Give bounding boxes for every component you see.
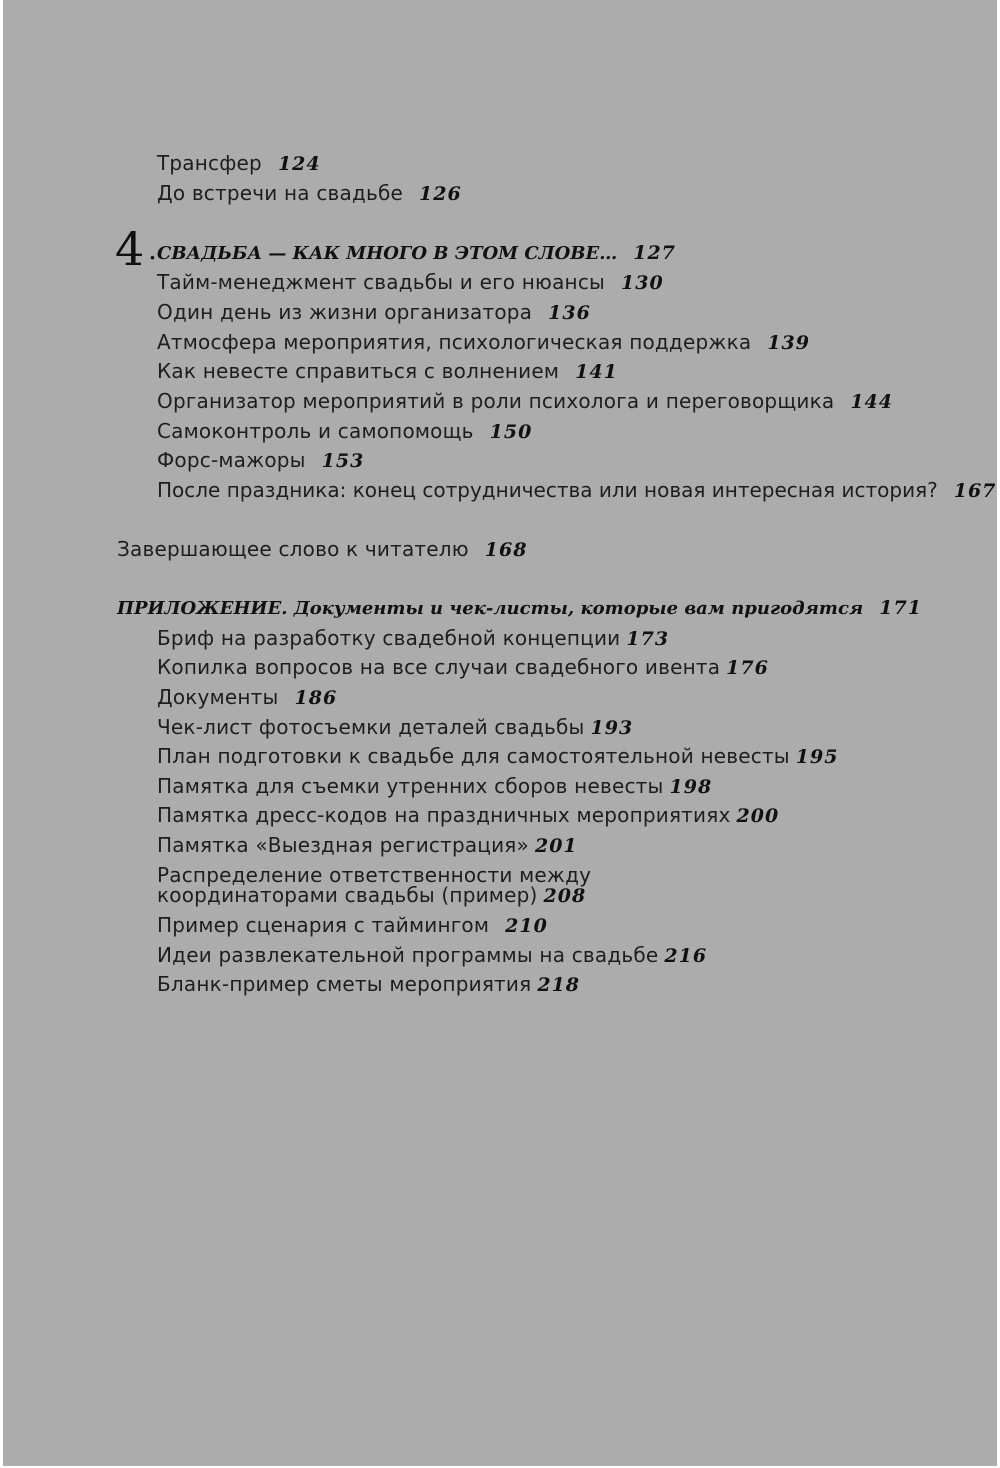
toc-entry-title: Чек-лист фотосъемки деталей свадьбы <box>157 715 585 739</box>
toc-entry <box>157 913 548 938</box>
toc-entry <box>157 419 532 444</box>
toc-entry-page: 173 <box>626 628 670 650</box>
toc-entry <box>157 270 664 295</box>
toc-entry-title: Самоконтроль и самопомощь <box>157 419 474 443</box>
toc-entry <box>157 803 779 828</box>
toc-entry <box>157 359 618 384</box>
appendix-heading <box>117 596 922 621</box>
toc-entry <box>157 774 712 799</box>
toc-entry-title: Бриф на разработку свадебной концепции <box>157 626 621 650</box>
appendix-page: 171 <box>879 597 922 619</box>
toc-entry-page: 139 <box>767 332 810 354</box>
toc-entry-page: 141 <box>575 361 618 383</box>
toc-entry-title: Организатор мероприятий в роли психолога и переговорщика <box>157 389 835 413</box>
toc-entry <box>157 715 633 740</box>
toc-entry <box>157 943 707 968</box>
chapter-title: СВАДЬБА — КАК МНОГО В ЭТОМ СЛОВЕ… <box>157 243 618 264</box>
toc-entry-page: 168 <box>484 539 528 561</box>
toc-entry-page: 130 <box>621 272 664 294</box>
toc-entry <box>157 655 769 680</box>
toc-entry-title: Памятка дресс-кодов на праздничных мероприятиях <box>157 803 731 827</box>
chapter-number-dot: . <box>148 233 157 266</box>
toc-entry <box>157 744 838 769</box>
toc-entry <box>157 478 996 503</box>
toc-entry-page: 200 <box>736 805 780 827</box>
toc-entry <box>157 626 669 651</box>
toc-entry-page: 201 <box>534 835 578 857</box>
toc-entry <box>157 685 337 710</box>
toc-entry-page: 210 <box>505 915 548 937</box>
chapter-number: 4 <box>115 222 145 276</box>
toc-entry-title: Распределение ответственности между координаторами свадьбы (пример) <box>157 863 592 907</box>
toc-entry-page: 176 <box>726 657 769 679</box>
toc-entry-title: Трансфер <box>157 151 262 175</box>
toc-entry-page: 124 <box>277 153 321 175</box>
toc-entry-page: 167 <box>953 480 997 502</box>
toc-entry <box>157 972 580 997</box>
toc-entry <box>157 389 893 414</box>
toc-entry-page: 186 <box>294 687 338 709</box>
toc-entry-title: Памятка «Выездная регистрация» <box>157 833 529 857</box>
toc-entry-page: 208 <box>543 885 587 907</box>
book-page <box>3 0 997 1466</box>
toc-entry-title: Памятка для съемки утренних сборов невесты <box>157 774 664 798</box>
toc-entry <box>157 448 364 473</box>
toc-entry-title: Атмосфера мероприятия, психологическая поддержка <box>157 330 752 354</box>
chapter-page: 127 <box>633 242 676 264</box>
toc-entry-title: Тайм-менеджмент свадьбы и его нюансы <box>157 270 606 294</box>
toc-entry-title: Идеи развлекательной программы на свадьбе <box>157 943 659 967</box>
toc-entry <box>157 181 462 206</box>
toc-entry-title: Документы <box>157 685 279 709</box>
toc-entry-title: После праздника: конец сотрудничества или новая интересная история? <box>157 478 938 502</box>
toc-entry <box>157 300 591 325</box>
toc-entry <box>157 833 578 858</box>
toc-entry-title: Форс-мажоры <box>157 448 306 472</box>
toc-entry <box>157 330 810 355</box>
toc-entry-page: 193 <box>590 717 634 739</box>
toc-entry-page: 144 <box>850 391 893 413</box>
toc-entry-page: 216 <box>664 945 708 967</box>
toc-entry-page: 153 <box>321 450 365 472</box>
appendix-title: ПРИЛОЖЕНИЕ. Документы и чек-листы, которые вам пригодятся <box>117 598 864 619</box>
toc-entry <box>157 865 777 906</box>
toc-entry-title: Как невесте справиться с волнением <box>157 359 560 383</box>
toc-entry-page: 198 <box>669 776 713 798</box>
toc-entry-title: До встречи на свадьбе <box>157 181 404 205</box>
toc-closing-entry <box>117 537 527 562</box>
toc-entry-page: 150 <box>489 421 533 443</box>
chapter-heading <box>157 241 676 266</box>
toc-entry-title: Копилка вопросов на все случаи свадебного ивента <box>157 655 721 679</box>
toc-entry-title: Пример сценария с таймингом <box>157 913 490 937</box>
toc-entry <box>157 151 321 176</box>
toc-entry-title: Один день из жизни организатора <box>157 300 533 324</box>
toc-entry-page: 126 <box>419 183 462 205</box>
toc-entry-page: 136 <box>548 302 591 324</box>
toc-entry-page: 195 <box>795 746 839 768</box>
toc-entry-title: Завершающее слово к читателю <box>117 537 469 561</box>
toc-entry-title: Бланк-пример сметы мероприятия <box>157 972 532 996</box>
toc-entry-page: 218 <box>537 974 581 996</box>
toc-entry-title: План подготовки к свадьбе для самостоятельной невесты <box>157 744 790 768</box>
